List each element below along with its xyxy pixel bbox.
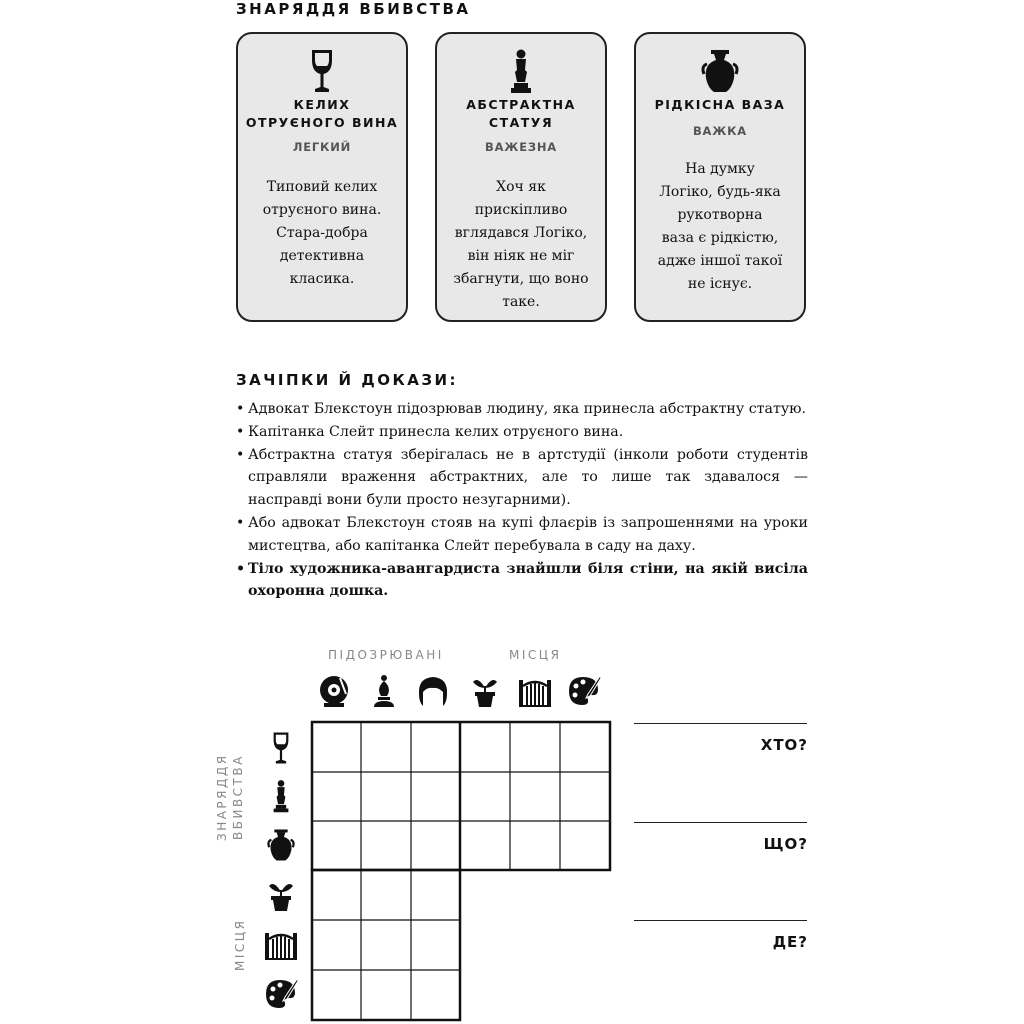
clue-item: • Капітанка Слейт принесла келих отруєного вина. xyxy=(236,421,808,444)
row-group-label-weapons: ЗНАРЯДДЯ ВБИВСТВА xyxy=(215,753,245,841)
weapon-name: АБСТРАКТНА СТАТУЯ xyxy=(466,97,576,130)
clue-item: • Абстрактна статуя зберігалась не в артстудії (інколи роботи студентів справляли враження абстрактних, але то лише так здавалося — насправді вони були просто незугарними). xyxy=(236,444,808,512)
answer-line-what xyxy=(634,822,807,823)
clue-item: • Або адвокат Блекстоун стояв на купі флаєрів із запрошеннями на уроки мистецтва, або капітанка Слейт перебувала в саду на даху. xyxy=(236,512,808,558)
question-who: ХТО? xyxy=(760,736,808,754)
question-what: ЩО? xyxy=(763,835,808,853)
col-group-label-suspects: ПІДОЗРЮВАНІ xyxy=(328,648,444,662)
weapon-name: КЕЛИХ ОТРУЄНОГО ВИНА xyxy=(245,97,399,130)
weapons-heading: ЗНАРЯДДЯ ВБИВСТВА xyxy=(236,0,471,18)
answer-line-where xyxy=(634,920,807,921)
row-group-label-locations: МІСЦЯ xyxy=(233,918,247,972)
clues-heading: ЗАЧІПКИ Й ДОКАЗИ: xyxy=(236,371,459,389)
clue-item-bold: • Тіло художника-авангардиста знайшли біля стіни, на якій висіла охоронна дошка. xyxy=(236,558,808,604)
answer-line-who xyxy=(634,723,807,724)
col-group-label-locations: МІСЦЯ xyxy=(509,648,562,662)
weapon-description: Типовий келих отруєного вина. Стара-добра детективна класика. xyxy=(262,179,382,287)
clue-item: • Адвокат Блекстоун підозрював людину, яка принесла абстрактну статую. xyxy=(236,398,808,421)
weapon-weight: ЛЕГКИЙ xyxy=(292,140,352,154)
weapon-description: Хоч як прискіпливо вглядався Логіко, він ніяк не міг збагнути, що воно таке. xyxy=(453,179,589,310)
weapon-weight: ВАЖЕЗНА xyxy=(485,140,557,154)
weapon-name: РІДКІСНА ВАЗА xyxy=(654,97,786,112)
weapon-weight: ВАЖКА xyxy=(692,124,748,138)
weapon-description: На думку Логіко, будь-яка рукотворна ваза є рідкістю, адже іншої такої не існує. xyxy=(657,161,783,292)
question-where: ДЕ? xyxy=(772,933,808,951)
